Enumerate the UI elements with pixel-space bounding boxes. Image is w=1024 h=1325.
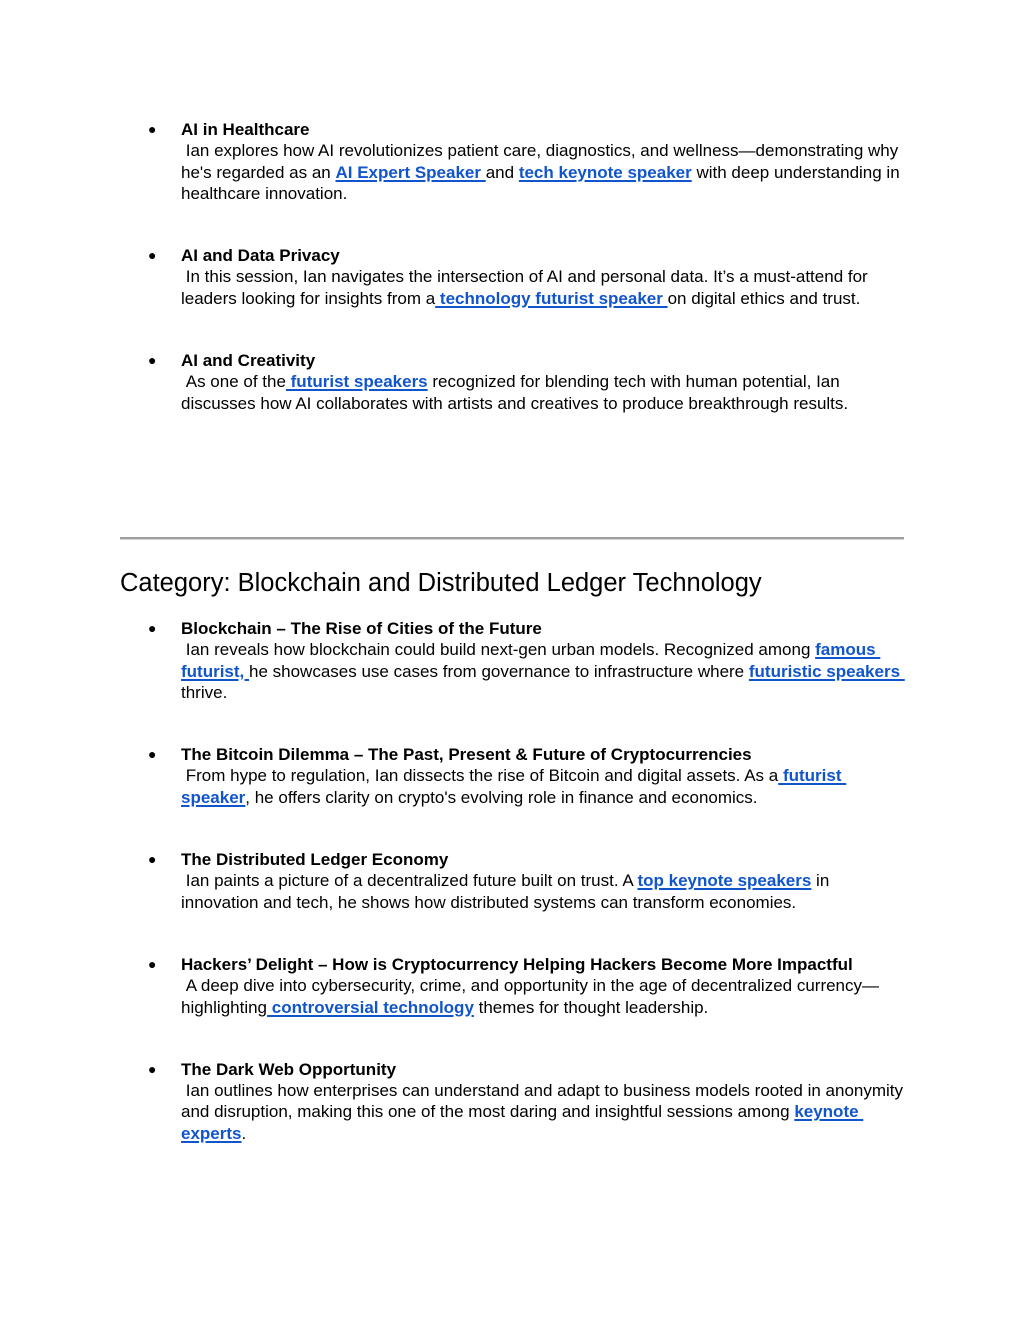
link-keynote-experts[interactable]: keynote experts [181, 1102, 864, 1143]
session-blockchain-cities [148, 618, 908, 703]
session-description [181, 639, 908, 703]
description-text: recognized for blending tech with human potential, Ian discusses how AI collaborates with artists and creatives to produce breakthrough results. [181, 372, 849, 413]
session-ai-and-data-privacy [148, 245, 908, 309]
session-dark-web-opportunity [148, 1059, 908, 1144]
session-title: AI and Data Privacy [181, 246, 340, 266]
link-futurist-speaker[interactable]: futurist speaker [181, 766, 847, 807]
bullet-icon: ● [148, 851, 157, 868]
session-title: The Distributed Ledger Economy [181, 850, 449, 870]
description-text: A deep dive into cybersecurity, crime, and opportunity in the age of decentralized currency—highlighting [181, 976, 880, 1017]
description-text: in innovation and tech, he shows how distributed systems can transform economies. [181, 871, 835, 912]
link-futurist-speakers[interactable]: futurist speakers [285, 372, 428, 392]
link-top-keynote-speakers[interactable]: top keynote speakers [637, 871, 812, 891]
blockchain-session-list [148, 618, 908, 1144]
bullet-icon: ● [148, 352, 157, 369]
bullet-icon: ● [148, 746, 157, 763]
session-title: AI and Creativity [181, 351, 316, 371]
description-text: Ian explores how AI revolutionizes patient care, diagnostics, and wellness—demonstrating why he's regarded as an [181, 141, 903, 182]
ai-session-list [148, 119, 908, 414]
session-ai-in-healthcare [148, 119, 908, 204]
category-heading: Category: Blockchain and Distributed Ledger Technology [120, 569, 762, 597]
link-ai-expert-speaker[interactable]: AI Expert Speaker [335, 162, 486, 182]
session-description [181, 371, 908, 414]
session-description [181, 765, 908, 808]
link-tech-keynote-speaker[interactable]: tech keynote speaker [518, 162, 692, 182]
description-text: From hype to regulation, Ian dissects the rise of Bitcoin and digital assets. As a [181, 766, 779, 786]
session-title: The Dark Web Opportunity [181, 1059, 397, 1079]
description-text: , he offers clarity on crypto's evolving role in finance and economics. [245, 787, 758, 807]
description-text: themes for thought leadership. [473, 997, 709, 1017]
session-description [181, 870, 908, 913]
bullet-icon: ● [148, 955, 157, 972]
session-distributed-ledger-economy [148, 849, 908, 913]
session-title: AI in Healthcare [181, 120, 310, 139]
link-controversial-technology[interactable]: controversial technology [267, 997, 474, 1017]
bullet-icon: ● [148, 247, 157, 264]
section-divider [120, 537, 904, 540]
description-text: thrive. [181, 682, 228, 702]
bullet-icon: ● [148, 620, 157, 636]
session-title: Hackers’ Delight – How is Cryptocurrency Helping Hackers Become More Impactful [181, 954, 853, 974]
description-text: As one of the [181, 372, 286, 392]
description-text: Ian paints a picture of a decentralized future built on trust. A [181, 871, 638, 891]
session-description [181, 1080, 908, 1144]
bullet-icon: ● [148, 121, 157, 137]
description-text: Ian reveals how blockchain could build next-gen urban models. Recognized among [181, 640, 816, 660]
session-hackers-delight [148, 954, 908, 1018]
description-text: and [485, 162, 519, 182]
session-title: Blockchain – The Rise of Cities of the Future [181, 619, 542, 638]
link-famous-futurist[interactable]: famous futurist, [181, 640, 881, 681]
link-futuristic-speakers[interactable]: futuristic speakers [748, 661, 905, 681]
description-text: with deep understanding in healthcare innovation. [181, 162, 905, 203]
session-description [181, 266, 908, 309]
description-text: . [241, 1123, 247, 1143]
session-description [181, 140, 908, 204]
description-text: Ian outlines how enterprises can understand and adapt to business models rooted in anonymity and disruption, making this one of the most daring and insightful sessions among [181, 1081, 908, 1122]
session-ai-and-creativity [148, 350, 908, 414]
description-text: In this session, Ian navigates the intersection of AI and personal data. It’s a must-attend for leaders looking for insights from a [181, 267, 873, 308]
session-title: The Bitcoin Dilemma – The Past, Present & Future of Cryptocurrencies [181, 745, 752, 765]
link-technology-futurist-speaker[interactable]: technology futurist speaker [435, 288, 668, 308]
description-text: on digital ethics and trust. [667, 288, 861, 308]
description-text: he showcases use cases from governance to infrastructure where [249, 661, 749, 681]
bullet-icon: ● [148, 1060, 157, 1077]
session-description [181, 975, 908, 1018]
session-bitcoin-dilemma [148, 744, 908, 808]
